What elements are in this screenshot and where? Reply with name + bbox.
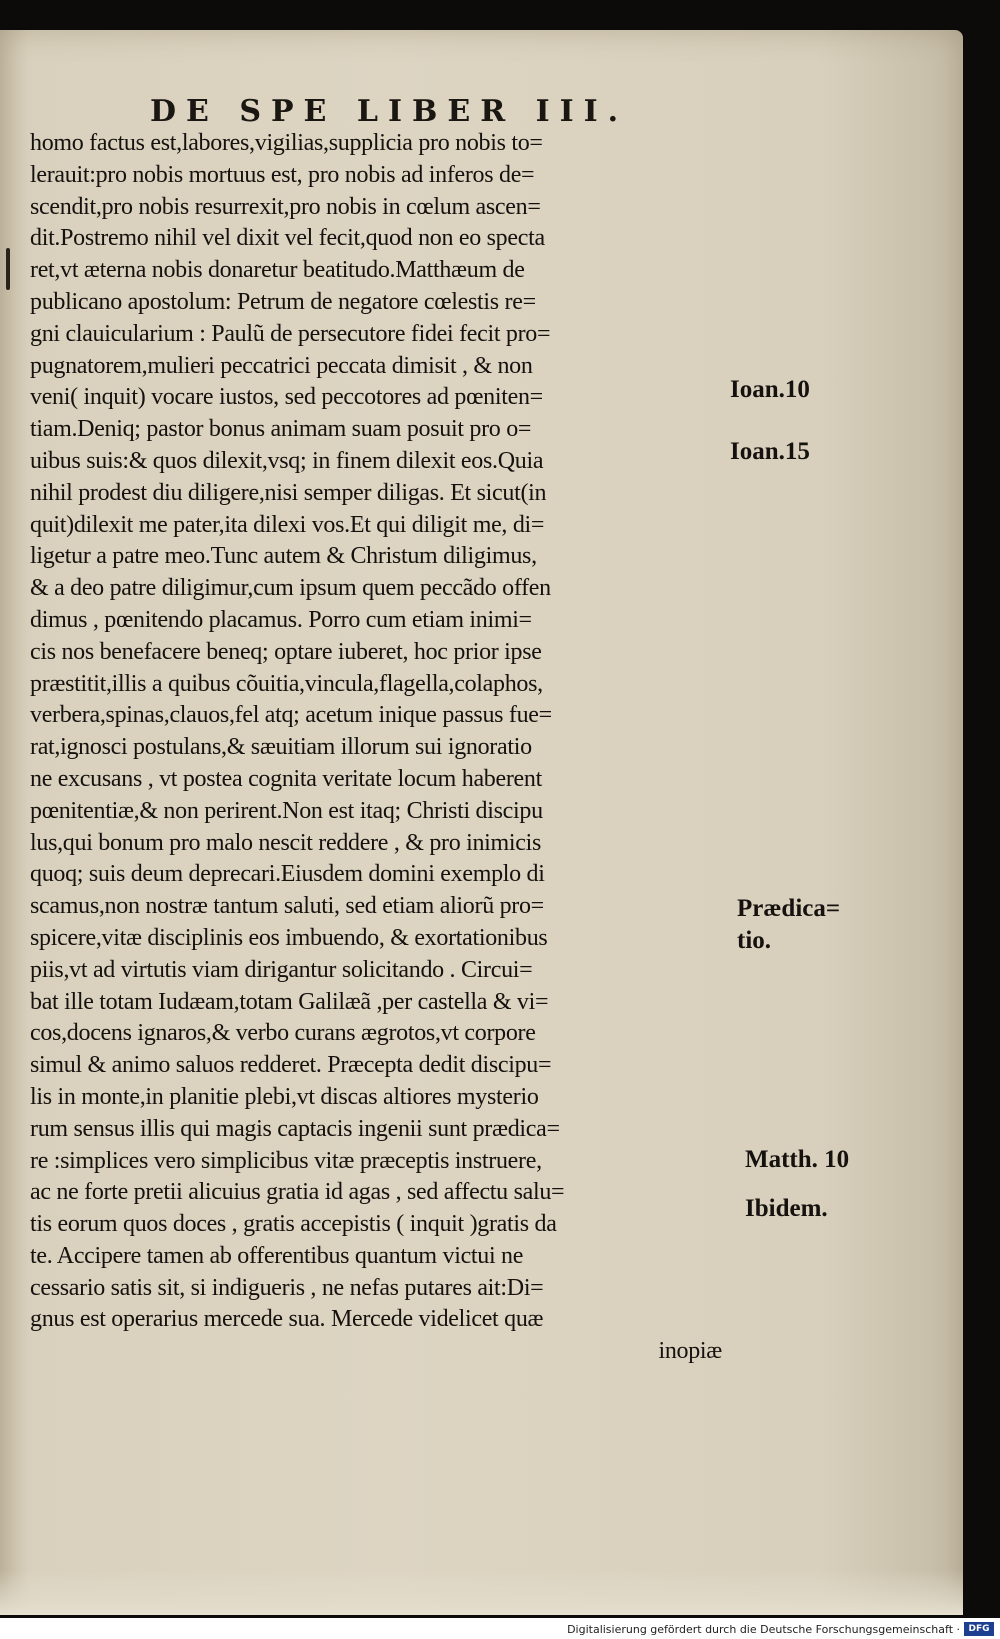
footer-credit: Digitalisierung gefördert durch die Deutsche Forschungsgemeinschaft · [567,1623,960,1636]
text-line: lis in monte,in planitie plebi,vt discas altiores mysterio [30,1083,539,1110]
text-line: verbera,spinas,clauos,fel atq; acetum inique passus fue= [30,702,552,729]
page-bottom-edge [0,1570,963,1615]
body-text [30,128,750,1368]
text-line: lus,qui bonum pro malo nescit reddere , & pro inimicis [30,829,542,856]
text-line: te. Accipere tamen ab offerentibus quantum victui ne [30,1242,524,1269]
text-line: publicano apostolum: Petrum de negatore cœlestis re= [30,288,536,315]
text-line: quit)dilexit me pater,ita dilexi vos.Et qui diligit me, di= [30,511,545,538]
text-line: præstitit,illis a quibus cõuitia,vincula,flagella,colaphos, [30,670,543,697]
text-line: gnus est operarius mercede sua. Mercede videlicet quæ [30,1306,544,1333]
text-line: re :simplices vero simplicibus vitæ præceptis instruere, [30,1147,542,1174]
text-line: ret,vt æterna nobis donaretur beatitudo.Matthæum de [30,257,525,284]
text-line: tiam.Deniq; pastor bonus animam suam posuit pro o= [30,416,532,443]
margin-note-praedicatio-cont: tio. [737,927,772,954]
text-line: cis nos benefacere beneq; optare iuberet, hoc prior ipse [30,638,542,665]
text-line: ne excusans , vt postea cognita veritate locum haberent [30,765,542,792]
margin-note-matth-10: Matth. 10 [745,1146,850,1173]
text-line: pugnatorem,mulieri peccatrici peccata dimisit , & non [30,352,533,379]
text-line: lerauit:pro nobis mortuus est, pro nobis ad inferos de= [30,161,535,188]
text-line: cessario satis sit, si indigueris , ne nefas putares ait:Di= [30,1274,544,1301]
text-line: nihil prodest diu diligere,nisi semper diligas. Et sicut(in [30,479,547,506]
text-line: inopiæ [658,1338,722,1365]
text-line: dit.Postremo nihil vel dixit vel fecit,quod non eo specta [30,225,545,252]
text-line: uibus suis:& quos dilexit,vsq; in finem dilexit eos.Quia [30,447,544,474]
text-line: bat ille totam Iudæam,totam Galilæã ,per castella & vi= [30,988,549,1015]
dfg-logo: DFG [964,1622,994,1636]
text-line: cos,docens ignaros,& verbo curans ægrotos,vt corpore [30,1020,536,1047]
text-line: gni clauicularium : Paulũ de persecutore fidei fecit pro= [30,320,551,347]
text-line: ligetur a patre meo.Tunc autem & Christum diligimus, [30,543,537,570]
text-line: dimus , pœnitendo placamus. Porro cum etiam inimi= [30,606,532,633]
text-line: piis,vt ad virtutis viam dirigantur solicitando . Circui= [30,956,533,983]
text-line: scendit,pro nobis resurrexit,pro nobis in cœlum ascen= [30,193,541,220]
margin-mark [6,248,10,290]
text-line: scamus,non nostræ tantum saluti, sed etiam aliorũ pro= [30,893,544,920]
text-line: & a deo patre diligimur,cum ipsum quem peccãdo offen [30,575,551,602]
text-line: simul & animo saluos redderet. Præcepta dedit discipu= [30,1052,552,1079]
text-line: tis eorum quos doces , gratis accepistis ( inquit )gratis da [30,1211,557,1238]
text-line: veni( inquit) vocare iustos, sed peccotores ad pœniten= [30,384,543,411]
text-line: quoq; suis deum deprecari.Eiusdem domini exemplo di [30,861,545,888]
running-head: DE SPE LIBER III. [150,94,629,129]
margin-note-ioan-10: Ioan.10 [730,376,810,403]
text-line: ac ne forte pretii alicuius gratia id agas , sed affectu salu= [30,1179,565,1206]
text-line: pœnitentiæ,& non perirent.Non est itaq; Christi discipu [30,797,543,824]
text-line: homo factus est,labores,vigilias,supplicia pro nobis to= [30,130,543,156]
text-line: rum sensus illis qui magis captacis ingenii sunt prædica= [30,1115,560,1142]
margin-note-ioan-15: Ioan.15 [730,438,810,465]
text-line: spicere,vitæ disciplinis eos imbuendo, & exortationibus [30,924,548,951]
margin-note-ibidem: Ibidem. [745,1195,828,1222]
margin-note-praedicatio: Prædica= [737,895,841,922]
text-line: rat,ignosci postulans,& sæuitiam illorum sui ignoratio [30,734,532,761]
